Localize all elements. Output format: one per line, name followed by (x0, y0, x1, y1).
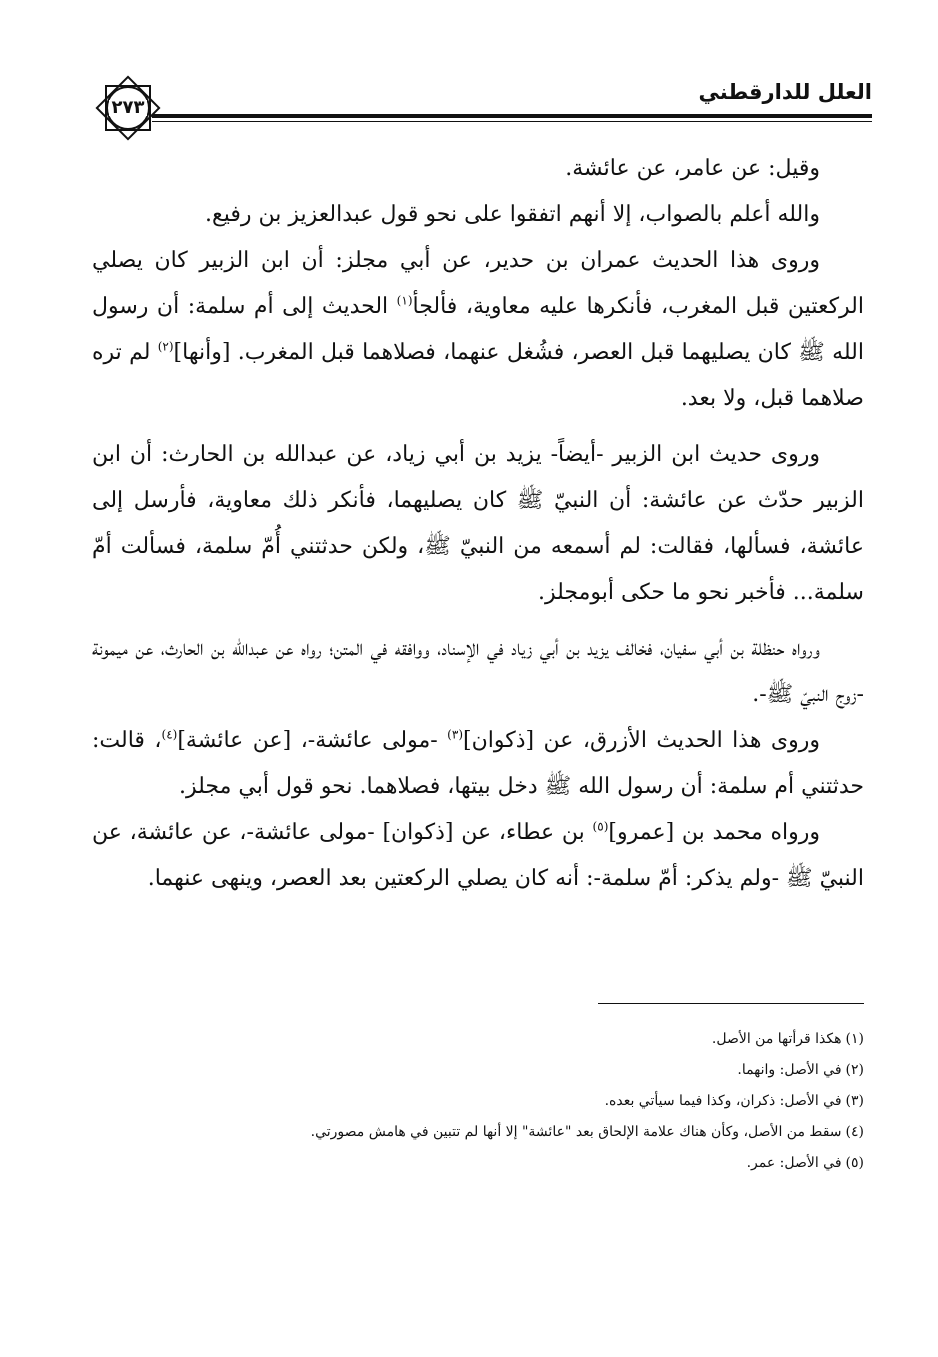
header-rule-thick (152, 114, 872, 118)
paragraph-6-part-1: وروى هذا الحديث الأزرق، عن [ذكوان] (463, 728, 821, 753)
footnote-text: في الأصل: وانهما. (737, 1062, 842, 1078)
page-number-badge (92, 72, 164, 144)
paragraph-3-part-2: الحديث إلى أم سلمة: أن رسول الله ﷺ كان يصليهما قبل العصر، فشُغل عنهما، فصلاهما قبل المغرب. [وأنها] (92, 294, 865, 365)
paragraph-7-part-1: ورواه محمد بن [عمرو] (608, 820, 820, 845)
header-rule-thin (152, 121, 872, 122)
paragraph-5: ورواه حنظلة بن أبي سفيان، فخالف يزيد بن أبي زياد في الإسناد، ووافقه في المتن؛ رواه عن عبدالله بن الحارث، عن ميمونة -زوج النبيّ ﷺ-. (92, 636, 864, 707)
paragraph-6-part-3: ، قالت: حدثتني أم سلمة: أن رسول الله ﷺ دخل بيتها، فصلاهما. نحو قول أبي مجلز. (92, 728, 864, 799)
footnote-item (160, 1055, 864, 1086)
footnote-ref-3: (٣) (447, 727, 463, 742)
footnote-ref-2: (٢) (157, 339, 174, 354)
footnote-text: في الأصل: ذكران، وكذا فيما سيأتي بعده. (604, 1093, 842, 1109)
footnote-text: في الأصل: عمر. (746, 1155, 842, 1171)
footnote-item (160, 1024, 864, 1055)
paragraph-1: وقيل: عن عامر، عن عائشة. (565, 156, 820, 181)
footnote-text: هكذا قرأتها من الأصل. (711, 1031, 842, 1047)
paragraph-4: وروى حديث ابن الزبير -أيضاً- يزيد بن أبي زياد، عن عبدالله بن الحارث: أن ابن الزبير حدّث عن عائشة: أن النبيّ ﷺ كان يصليهما، فأنكر ذلك معاوية، فأرسل إلى عائشة، فسألها، فقالت: لم أسمعه من النبيّ ﷺ، ولكن حدثتني أُمّ سلمة، فسألت أمّ سلمة... فأخبر نحو ما حكى أبومجلز. (92, 442, 864, 605)
footnotes (160, 1024, 864, 1179)
page-number: ٢٧٣ (111, 97, 145, 118)
book-title: العلل للدارقطني (698, 80, 872, 104)
paragraph-3-part-1: وروى هذا الحديث عمران بن حدير، عن أبي مجلز: أن ابن الزبير كان يصلي الركعتين قبل المغرب، فأنكرها عليه معاوية، فألجأ (92, 248, 864, 319)
paragraph-3 (92, 238, 864, 422)
paragraph-7-part-2: بن عطاء، عن [ذكوان] -مولى عائشة-، عن عائشة، عن النبيّ ﷺ -ولم يذكر: أمّ سلمة-: أنه كان يصلي الركعتين بعد العصر، وينهى عنهما. (92, 820, 864, 891)
footnote-text: سقط من الأصل، وكأن هناك علامة الإلحاق بعد "عائشة" إلا أنها لم تتبين في هامش مصورتي. (310, 1124, 842, 1140)
footnote-separator (598, 1003, 864, 1004)
footnote-item (160, 1117, 864, 1148)
footnote-item (160, 1148, 864, 1179)
footnote-ref-4: (٤) (161, 727, 178, 742)
paragraph-2: والله أعلم بالصواب، إلا أنهم اتفقوا على نحو قول عبدالعزيز بن رفيع. (205, 202, 820, 227)
main-text (92, 146, 864, 902)
page-header (92, 64, 872, 140)
footnote-ref-5: (٥) (592, 819, 609, 834)
footnote-mark: (٢) (845, 1062, 864, 1078)
footnote-mark: (١) (845, 1031, 864, 1047)
paragraph-7 (92, 810, 864, 902)
footnote-mark: (٤) (845, 1124, 864, 1140)
paragraph-3-part-3: لم تره صلاهما قبل، ولا بعد. (92, 340, 864, 411)
footnote-mark: (٥) (845, 1155, 864, 1171)
paragraph-6 (92, 718, 864, 810)
footnote-ref-1: (١) (396, 293, 413, 308)
footnote-mark: (٣) (845, 1093, 864, 1109)
footnote-item (160, 1086, 864, 1117)
paragraph-6-part-2: -مولى عائشة-، [عن عائشة] (177, 728, 448, 753)
